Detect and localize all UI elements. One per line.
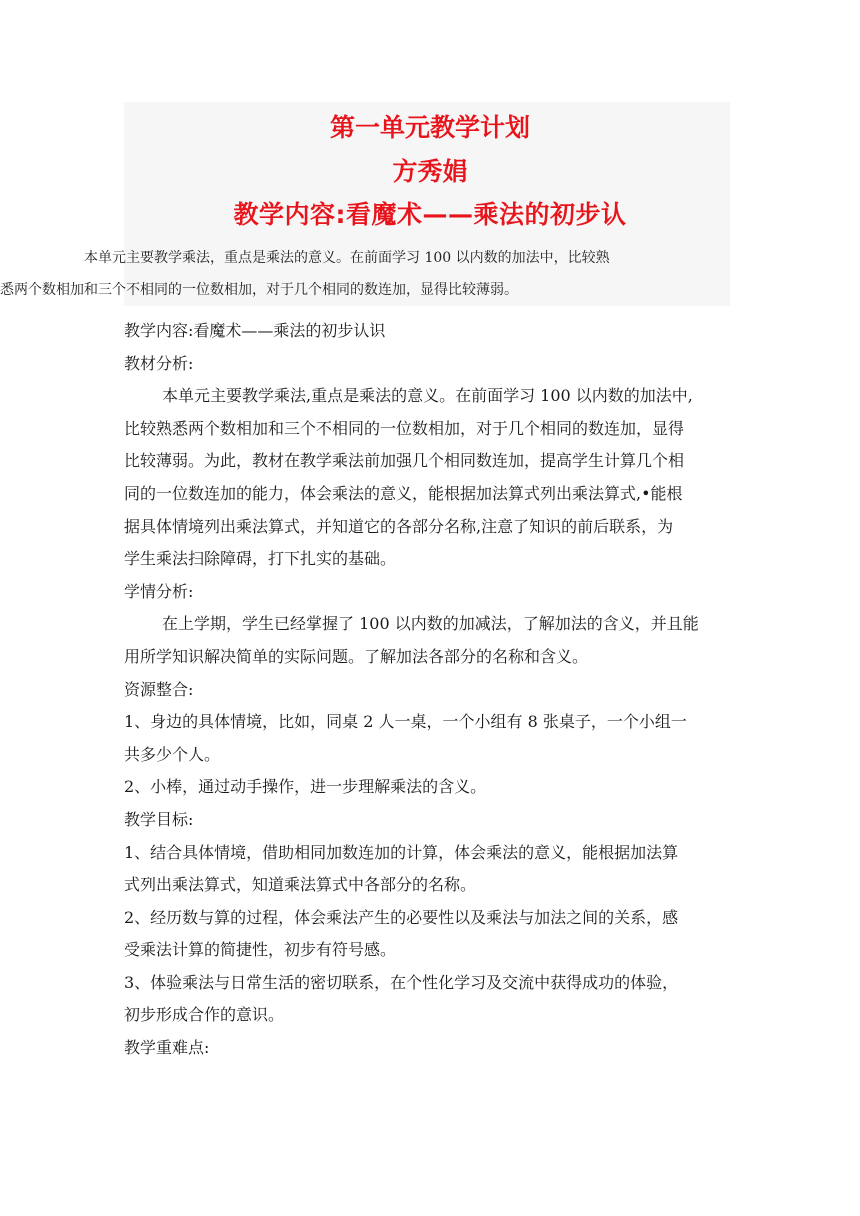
paragraph-line: 比较薄弱。为此，教材在教学乘法前加强几个相同数连加，提高学生计算几个相: [124, 451, 685, 471]
list-item: 1、身边的具体情境，比如，同桌 2 人一桌，一个小组有 8 张桌子，一个小组一: [124, 712, 687, 732]
list-item-continuation: 共多少个人。: [124, 744, 221, 764]
subtitle: 教学内容:看魔术——乘法的初步认: [233, 200, 627, 229]
list-item-continuation: 式列出乘法算式，知道乘法算式中各部分的名称。: [124, 875, 477, 895]
document-body: [124, 315, 730, 1065]
intro-paragraph: [0, 242, 730, 306]
list-item-continuation: 初步形成合作的意识。: [124, 1005, 285, 1025]
paragraph-line: 学生乘法扫除障碍，打下扎实的基础。: [124, 549, 397, 569]
paragraph-line: 同的一位数连加的能力，体会乘法的意义，能根据加法算式列出乘法算式,•能根: [124, 483, 683, 503]
page-title: 第一单元教学计划: [329, 113, 530, 142]
paragraph-line: 本单元主要教学乘法,重点是乘法的意义。在前面学习 100 以内数的加法中,: [162, 386, 693, 406]
paragraph-line: 比较熟悉两个数相加和三个不相同的一位数相加，对于几个相同的数连加，显得: [124, 418, 685, 438]
section-heading-goals: 教学目标:: [124, 809, 194, 829]
author-name: 方秀娟: [392, 157, 468, 186]
section-heading-student-analysis: 学情分析:: [124, 581, 194, 601]
section-heading-content: 教学内容:看魔术——乘法的初步认识: [124, 321, 386, 340]
list-item: 1、结合具体情境，借助相同加数连加的计算，体会乘法的意义，能根据加法算: [124, 842, 679, 862]
list-item: 2、经历数与算的过程，体会乘法产生的必要性以及乘法与加法之间的关系，感: [124, 907, 679, 927]
section-heading-resources: 资源整合:: [124, 679, 194, 699]
paragraph-line: 据具体情境列出乘法算式，并知道它的各部分名称,注意了知识的前后联系，为: [124, 516, 674, 536]
section-heading-key-points: 教学重难点:: [124, 1038, 210, 1058]
intro-line: 本单元主要教学乘法，重点是乘法的意义。在前面学习 100 以内数的加法中，比较熟: [84, 250, 610, 266]
list-item: 3、体验乘法与日常生活的密切联系，在个性化学习及交流中获得成功的体验，: [124, 972, 679, 992]
list-item-continuation: 受乘法计算的简捷性，初步有符号感。: [124, 940, 397, 960]
section-heading-material-analysis: 教材分析:: [124, 353, 194, 373]
list-item: 2、小棒，通过动手操作，进一步理解乘法的含义。: [124, 777, 487, 797]
paragraph-line: 用所学知识解决简单的实际问题。了解加法各部分的名称和含义。: [124, 646, 589, 666]
intro-line: 悉两个数相加和三个不相同的一位数相加，对于几个相同的数连加，显得比较薄弱。: [0, 282, 518, 298]
paragraph-line: 在上学期，学生已经掌握了 100 以内数的加减法，了解加法的含义，并且能: [162, 614, 699, 634]
